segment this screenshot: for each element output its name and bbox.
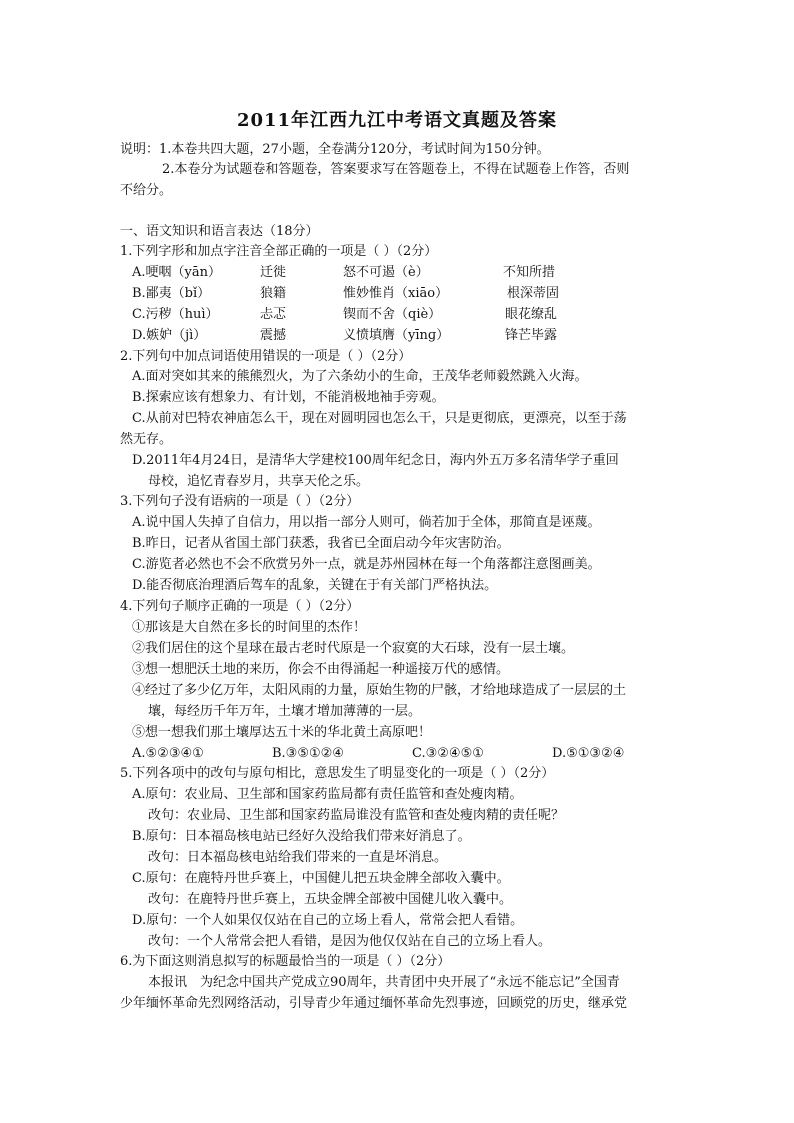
q3-option-d: D.能否彻底治理酒后驾车的乱象，关键在于有关部门严格执法。	[132, 578, 498, 593]
q5-option-c-revised: 改句：在鹿特丹世乒赛上，五块金牌全部被中国健儿收入囊中。	[148, 892, 513, 907]
q4-option-a: A.⑤②③④①	[132, 746, 204, 761]
q5-option-b-revised: 改句：日本福岛核电站给我们带来的一直是坏消息。	[148, 850, 448, 865]
q3-option-a: A.说中国人失掉了自信力，用以指一部分人则可，倘若加于全体，那简直是诬蔑。	[132, 515, 601, 530]
instructions-line-2: 2.本卷分为试题卷和答题卷，答案要求写在答题卷上，不得在试题卷上作答，否则	[162, 162, 630, 177]
q1-option-b-word2: 狼籍	[260, 286, 287, 301]
q5-option-b-original: B.原句：日本福岛核电站已经好久没给我们带来好消息了。	[132, 829, 471, 844]
section-heading: 一、语文知识和语言表达（18分）	[120, 224, 319, 239]
q4-sentence-4-line-2: 壤，每经历千年万年，土壤才增加薄薄的一层。	[148, 704, 422, 719]
q2-option-c-line-1: C.从前对巴特农神庙怎么干，现在对圆明园也怎么干，只是更彻底，更漂亮，以至于荡	[132, 411, 627, 426]
q1-option-c-word2: 忐忑	[260, 307, 287, 322]
q4-option-c: C.③②④⑤①	[412, 746, 484, 761]
q1-option-d-word4: 锋芒毕露	[505, 328, 558, 343]
instructions-line-1: 说明：1.本卷共四大题，27小题，全卷满分120分，考试时间为150分钟。	[120, 142, 550, 157]
q1-option-a-word1: A.哽咽（yān）	[132, 265, 221, 280]
q1-option-a-word2: 迁徙	[260, 265, 287, 280]
q5-option-c-original: C.原句：在鹿特丹世乒赛上，中国健儿把五块金牌全部收入囊中。	[132, 871, 510, 886]
q1-option-b-word1: B.鄙夷（bǐ）	[132, 286, 211, 301]
q1-option-b-word3: 惟妙惟肖（xiāo）	[343, 286, 449, 301]
q3-option-b: B.昨日，记者从省国土部门获悉，我省已全面启动今年灾害防治。	[132, 536, 510, 551]
q6-passage-line-1: 本报讯 为纪念中国共产党成立90周年，共青团中央开展了“永远不能忘记”全国青	[148, 975, 620, 990]
question-1-stem: 1.下列字形和加点字注音全部正确的一项是（ ）（2分）	[120, 244, 438, 259]
q1-option-b-word4: 根深蒂固	[507, 286, 560, 301]
question-4-stem: 4.下列句子顺序正确的一项是（ ）（2分）	[120, 599, 360, 614]
question-5-stem: 5.下列各项中的改句与原句相比，意思发生了明显变化的一项是（ ）（2分）	[120, 766, 555, 781]
q1-option-a-word3: 怒不可遏（è）	[343, 265, 429, 280]
q1-option-d-word2: 震撼	[260, 328, 287, 343]
q3-option-c: C.游览者必然也不会不欣赏另外一点，就是苏州园林在每一个角落都注意图画美。	[132, 557, 601, 572]
q5-option-a-original: A.原句：农业局、卫生部和国家药监局都有责任监管和查处瘦肉精。	[132, 787, 523, 802]
q4-option-b: B.③⑤①②④	[272, 746, 344, 761]
q1-option-c-word1: C.污秽（huì）	[132, 307, 219, 322]
q5-option-a-revised: 改句：农业局、卫生部和国家药监局谁没有监管和查处瘦肉精的责任呢？	[148, 808, 565, 823]
q4-sentence-5: ⑤想一想我们那土壤厚达五十米的华北黄土高原吧！	[132, 725, 432, 740]
instructions-line-3: 不给分。	[120, 183, 173, 198]
q5-option-d-revised: 改句：一个人常常会把人看错，是因为他仅仅站在自己的立场上看人。	[148, 934, 552, 949]
q2-option-d-line-1: D.2011年4月24日，是清华大学建校100周年纪念日，海内外五万多名清华学子重回	[132, 453, 619, 468]
q1-option-c-word3: 锲而不舍（qiè）	[343, 307, 442, 322]
q4-sentence-1: ①那该是大自然在多长的时间里的杰作！	[132, 620, 367, 635]
q2-option-a: A.面对突如其来的熊熊烈火，为了六条幼小的生命，王茂华老师毅然跳入火海。	[132, 369, 588, 384]
q4-option-d: D.⑤①③②④	[552, 746, 625, 761]
q2-option-d-line-2: 母校，追忆青春岁月，共享天伦之乐。	[148, 474, 370, 489]
q4-sentence-4-line-1: ④经过了多少亿万年，太阳风雨的力量，原始生物的尸骸，才给地球造成了一层层的土	[132, 683, 627, 698]
q5-option-d-original: D.原句：一个人如果仅仅站在自己的立场上看人，常常会把人看错。	[132, 913, 524, 928]
q4-sentence-3: ③想一想肥沃土地的来历，你会不由得涌起一种遥接万代的感情。	[132, 662, 510, 677]
q2-option-c-line-2: 然无存。	[120, 432, 173, 447]
question-3-stem: 3.下列句子没有语病的一项是（ ）（2分）	[120, 494, 360, 509]
page-title: 2011年江西九江中考语文真题及答案	[236, 110, 558, 131]
q4-sentence-2: ②我们居住的这个星球在最古老时代原是一个寂寞的大石球，没有一层土壤。	[132, 641, 575, 656]
q1-option-c-word4: 眼花缭乱	[505, 307, 558, 322]
question-6-stem: 6.为下面这则消息拟写的标题最恰当的一项是（ ）（2分）	[120, 954, 451, 969]
q1-option-d-word1: D.嫉妒（jì）	[132, 328, 207, 343]
q2-option-b: B.探索应该有想象力、有计划，不能消极地袖手旁观。	[132, 390, 445, 405]
q1-option-a-word4: 不知所措	[503, 265, 556, 280]
q1-option-d-word3: 义愤填膺（yīnɡ）	[343, 328, 450, 343]
question-2-stem: 2.下列句中加点词语使用错误的一项是（ ）（2分）	[120, 349, 412, 364]
q6-passage-line-2: 少年缅怀革命先烈网络活动，引导青少年通过缅怀革命先烈事迹，回顾党的历史，继承党	[120, 996, 628, 1011]
